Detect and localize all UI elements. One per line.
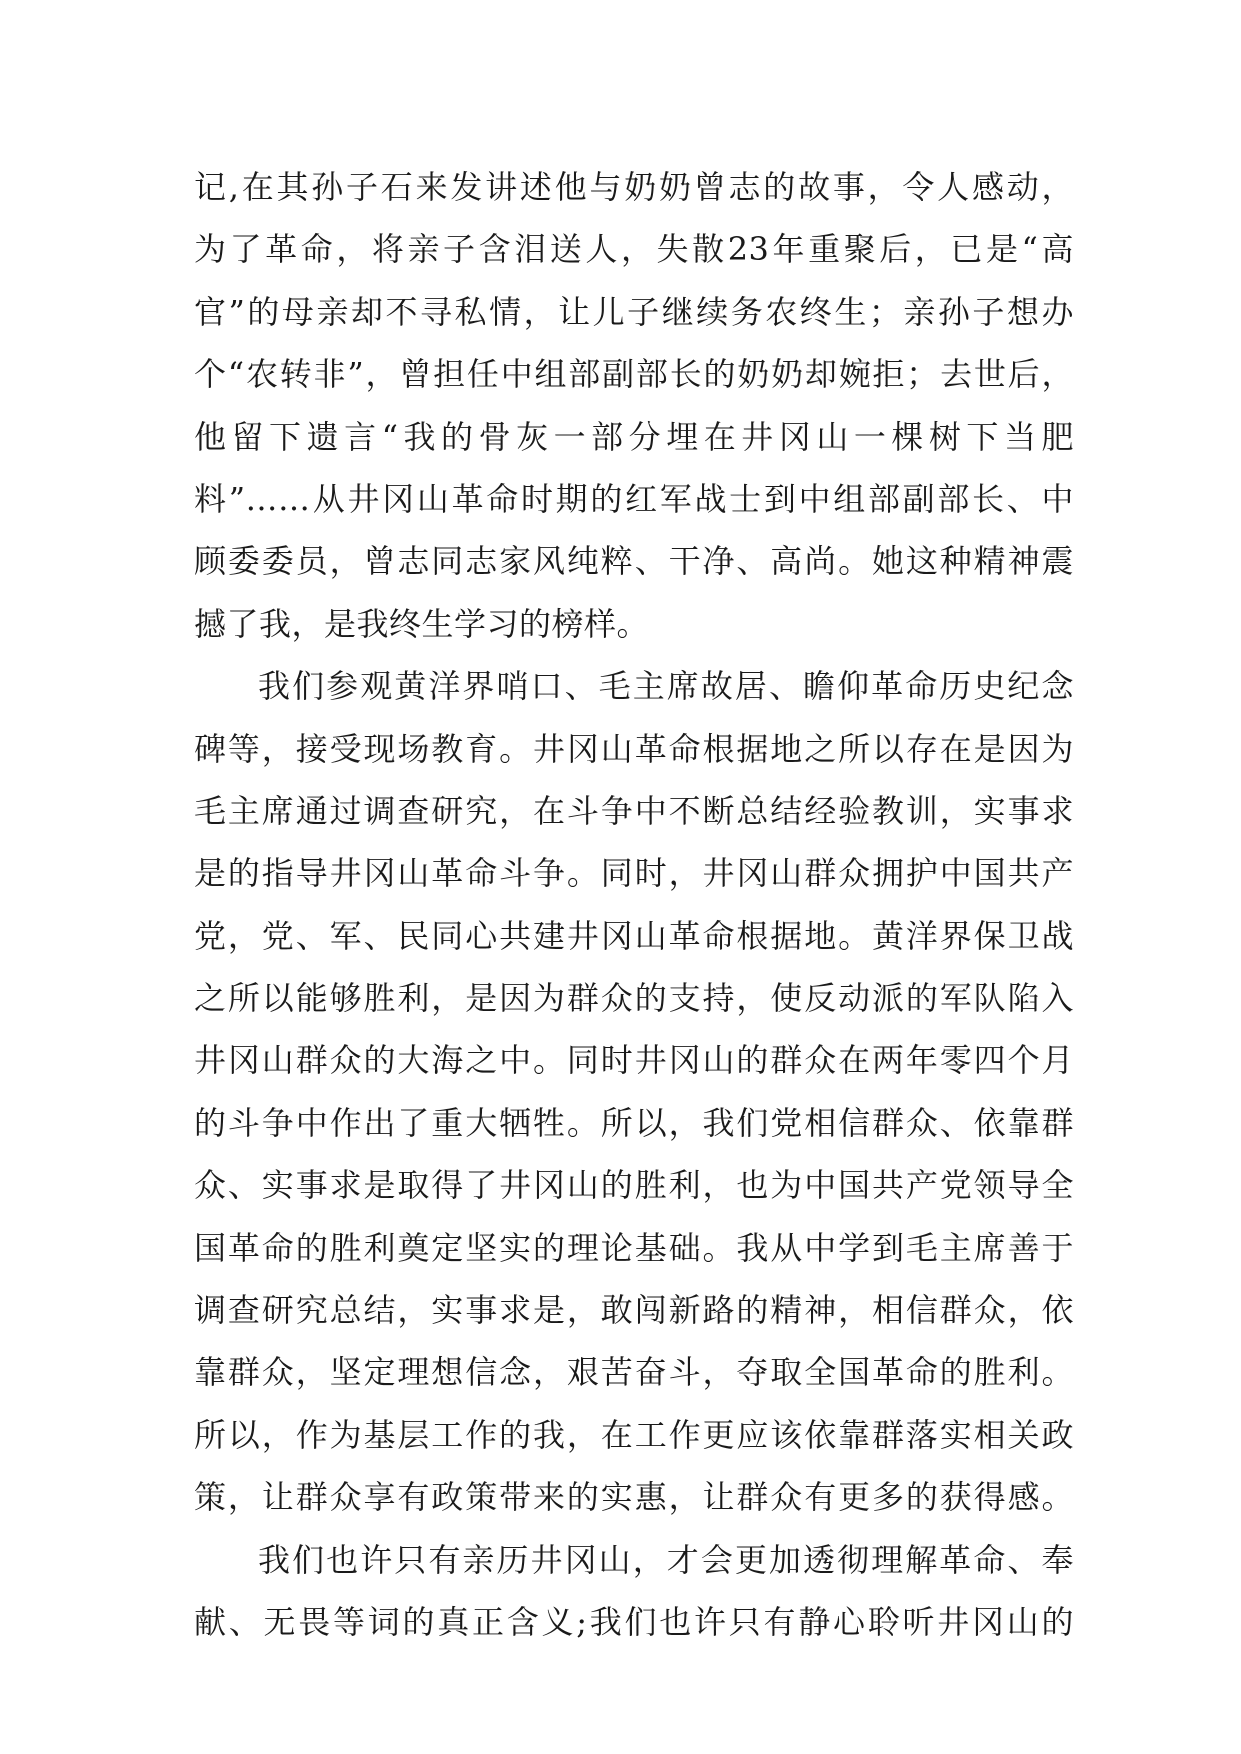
text-line: 料”……从井冈山革命时期的红军战士到中组部副部长、中	[194, 479, 1074, 518]
text-line: 井冈山群众的大海之中。同时井冈山的群众在两年零四个月	[194, 1041, 1074, 1080]
text-line: 他留下遗言“我的骨灰一部分埋在井冈山一棵树下当肥	[194, 417, 1074, 456]
text-line: 靠群众，坚定理想信念，艰苦奋斗，夺取全国革命的胜利。	[194, 1353, 1074, 1392]
text-line: 个“农转非”，曾担任中组部副部长的奶奶却婉拒；去世后，	[194, 355, 1074, 394]
text-line: 是的指导井冈山革命斗争。同时，井冈山群众拥护中国共产	[194, 854, 1074, 893]
text-line: 官”的母亲却不寻私情，让儿子继续务农终生；亲孙子想办	[194, 292, 1074, 331]
text-line: 为了革命，将亲子含泪送人，失散23年重聚后，已是“高	[194, 230, 1074, 269]
paragraph-first-line: 我们参观黄洋界哨口、毛主席故居、瞻仰革命历史纪念	[258, 667, 1074, 706]
text-line: 国革命的胜利奠定坚实的理论基础。我从中学到毛主席善于	[194, 1228, 1074, 1267]
text-line: 毛主席通过调查研究，在斗争中不断总结经验教训，实事求	[194, 791, 1074, 830]
text-line: 撼了我，是我终生学习的榜样。	[194, 604, 650, 643]
text-line: 策，让群众享有政策带来的实惠，让群众有更多的获得感。	[194, 1478, 1074, 1517]
text-line: 碑等，接受现场教育。井冈山革命根据地之所以存在是因为	[194, 729, 1074, 768]
paragraph-first-line: 我们也许只有亲历井冈山，才会更加透彻理解革命、奉	[258, 1540, 1074, 1579]
text-line: 所以，作为基层工作的我，在工作更应该依靠群落实相关政	[194, 1415, 1074, 1454]
body-text	[194, 156, 1074, 1653]
text-line: 之所以能够胜利，是因为群众的支持，使反动派的军队陷入	[194, 979, 1074, 1018]
text-line: 众、实事求是取得了井冈山的胜利，也为中国共产党领导全	[194, 1166, 1074, 1205]
text-line: 党，党、军、民同心共建井冈山革命根据地。黄洋界保卫战	[194, 916, 1074, 955]
text-line: 献、无畏等词的真正含义;我们也许只有静心聆听井冈山的	[194, 1602, 1074, 1641]
text-line: 调查研究总结，实事求是，敢闯新路的精神，相信群众，依	[194, 1291, 1074, 1330]
text-line: 顾委委员，曾志同志家风纯粹、干净、高尚。她这种精神震	[194, 542, 1074, 581]
text-line: 的斗争中作出了重大牺牲。所以，我们党相信群众、依靠群	[194, 1103, 1074, 1142]
text-line: 记,在其孙子石来发讲述他与奶奶曾志的故事，令人感动，	[194, 168, 1074, 206]
